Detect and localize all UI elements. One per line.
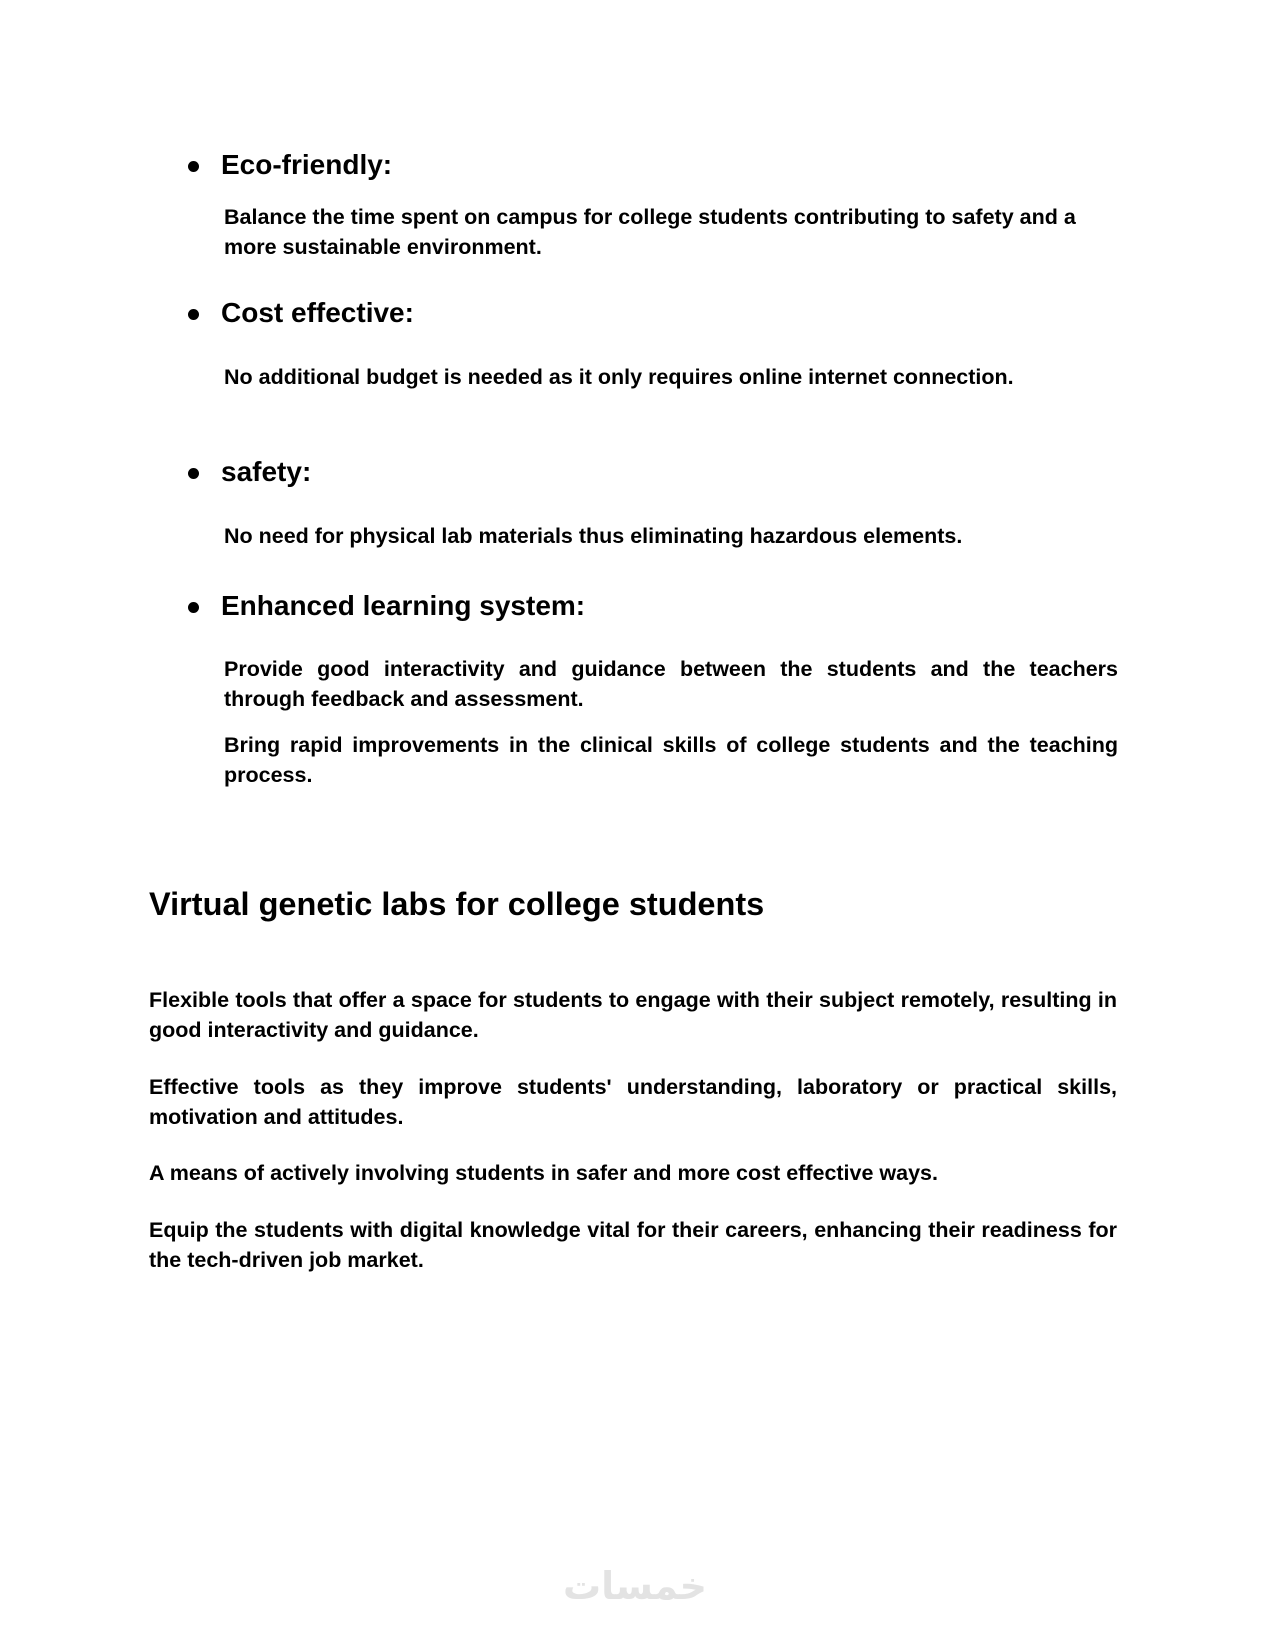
benefit-description (224, 654, 1118, 790)
benefit-title: Enhanced learning system: (221, 590, 586, 621)
bullet-icon (188, 161, 199, 172)
section-title: Virtual genetic labs for college students (149, 886, 765, 922)
benefit-heading (188, 296, 1118, 330)
section-paragraph: Equip the students with digital knowledge vital for their careers, enhancing their readiness for the tech-driven job market. (149, 1218, 1117, 1272)
benefit-paragraph: Provide good interactivity and guidance between the students and the teachers through feedback and assessment. (224, 657, 1118, 711)
benefit-paragraph: No need for physical lab materials thus eliminating hazardous elements. (224, 524, 963, 548)
watermark-logo (555, 1566, 715, 1606)
benefit-heading (188, 455, 1118, 489)
bullet-icon (188, 602, 199, 613)
benefit-title: safety: (221, 456, 312, 487)
section-paragraph: A means of actively involving students in safer and more cost effective ways. (149, 1161, 938, 1185)
benefit-description (224, 362, 1118, 392)
section-paragraph: Flexible tools that offer a space for students to engage with their subject remotely, resulting in good interactivity and guidance. (149, 988, 1117, 1042)
benefit-title: Cost effective: (221, 297, 414, 328)
benefit-item-cost-effective (188, 296, 1118, 392)
benefit-paragraph: Bring rapid improvements in the clinical skills of college students and the teaching process. (224, 733, 1118, 787)
benefit-heading (188, 589, 1118, 623)
benefit-description (224, 202, 1118, 262)
watermark-text: خمسات (563, 1564, 707, 1608)
benefit-paragraph: No additional budget is needed as it only requires online internet connection. (224, 365, 1014, 389)
bullet-icon (188, 468, 199, 479)
benefit-item-safety (188, 455, 1118, 551)
benefit-paragraph: Balance the time spent on campus for college students contributing to safety and a more sustainable environment. (224, 205, 1076, 259)
benefit-description (224, 521, 1118, 551)
benefit-item-enhanced-learning (188, 589, 1118, 790)
section-paragraph: Effective tools as they improve students' understanding, laboratory or practical skills, motivation and attitudes. (149, 1075, 1117, 1129)
benefit-item-eco-friendly (188, 148, 1118, 262)
benefit-title: Eco-friendly: (221, 149, 393, 180)
bullet-icon (188, 309, 199, 320)
benefit-heading (188, 148, 1118, 182)
